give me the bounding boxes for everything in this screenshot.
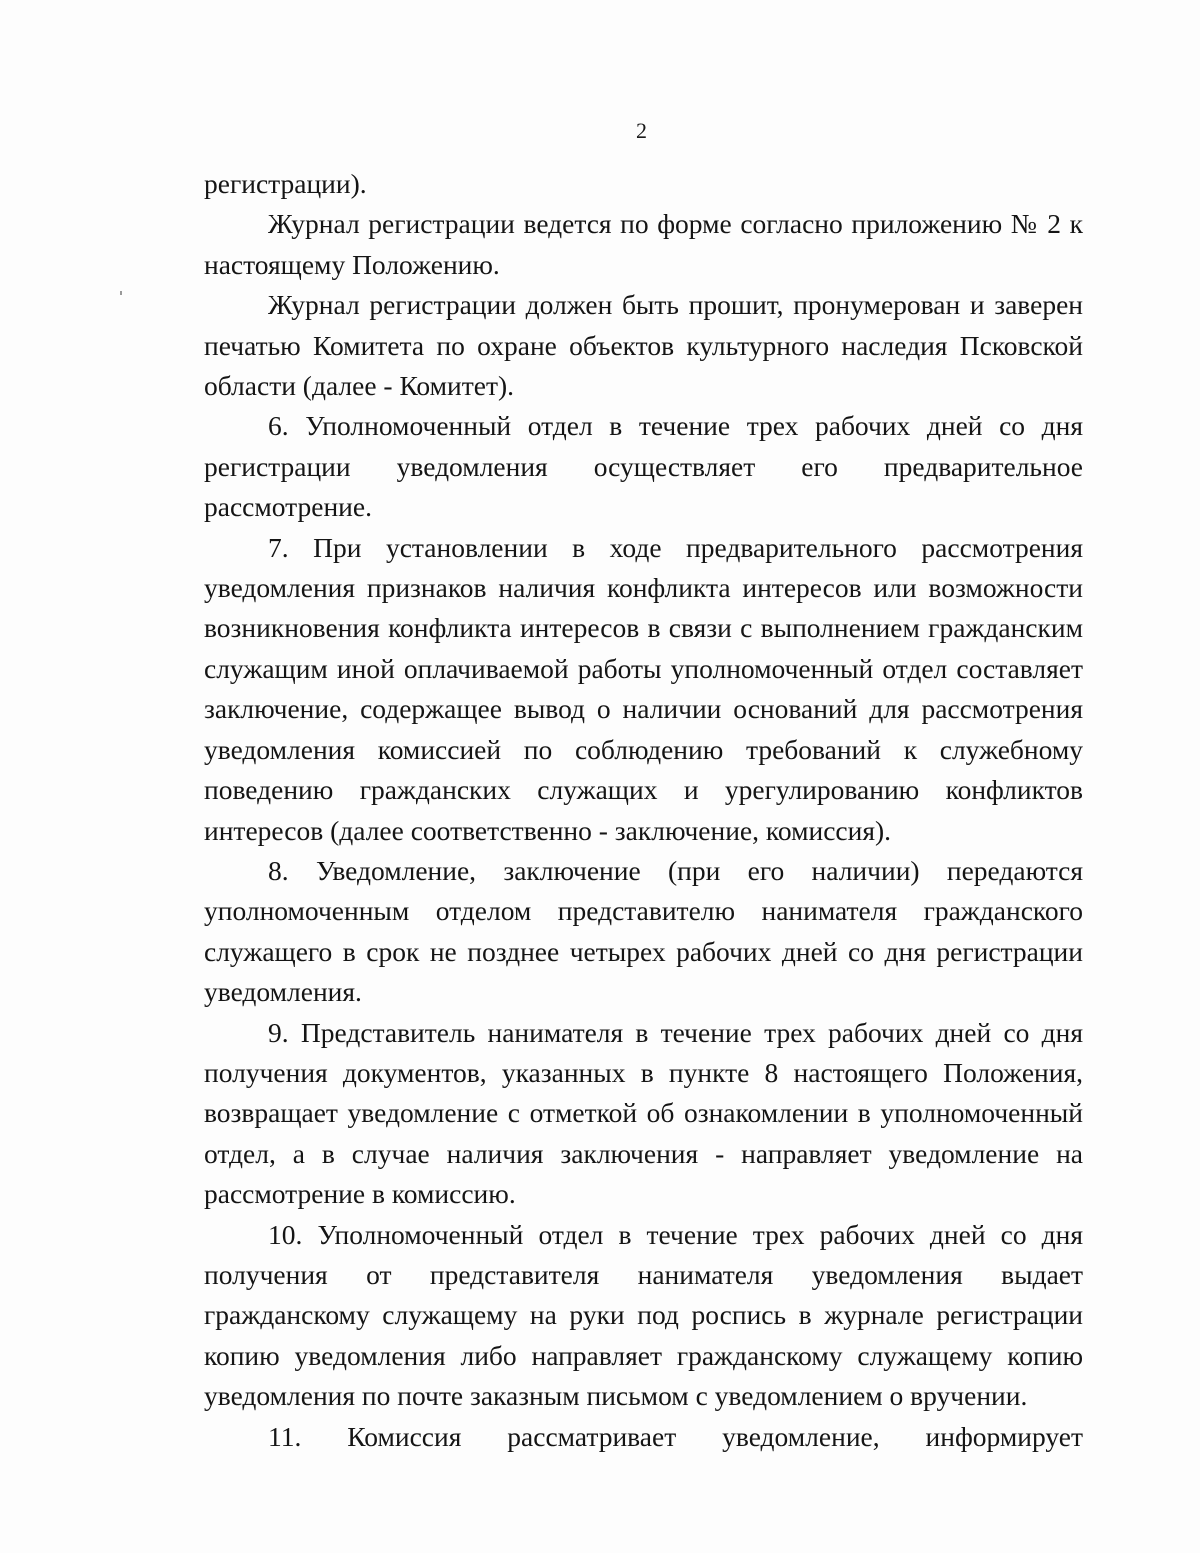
paragraph-continuation: регистрации). (204, 168, 367, 199)
paragraph-item-10: 10. Уполномоченный отдел в течение трех рабочих дней со дня получения от представителя нанимателя уведомления выдает гражданскому служащему на руки под роспись в журнале регистрации копию уведомления либо направляет гражданскому служащему копию уведомления по почте заказным письмом с уведомлением о вручении. (204, 1218, 1083, 1412)
scan-mark (120, 291, 122, 295)
paragraph-item-11: 11. Комиссия рассматривает уведомление, информирует (268, 1420, 1083, 1452)
document-body (204, 164, 1083, 1457)
paragraph-journal-form: Журнал регистрации ведется по форме согласно приложению № 2 к настоящему Положению. (204, 208, 1083, 280)
paragraph-item-9: 9. Представитель нанимателя в течение трех рабочих дней со дня получения документов, указанных в пункте 8 настоящего Положения, возвращает уведомление с отметкой об ознакомлении в уполномоченный отдел, а в случае наличия заключения - направляет уведомление на рассмотрение в комиссию. (204, 1016, 1083, 1210)
paragraph-journal-seal: Журнал регистрации должен быть прошит, пронумерован и заверен печатью Комитета по охране объектов культурного наследия Псковской области (далее - Комитет). (204, 289, 1083, 402)
paragraph-item-7: 7. При установлении в ходе предварительного рассмотрения уведомления признаков наличия конфликта интересов или возможности возникновения конфликта интересов в связи с выполнением гражданским служащим иной оплачиваемой работы уполномоченный отдел составляет заключение, содержащее вывод о наличии оснований для рассмотрения уведомления комиссией по соблюдению требований к служебному поведению гражданских служащих и урегулированию конфликтов интересов (далее соответственно - заключение, комиссия). (204, 531, 1083, 846)
paragraph-item-8: 8. Уведомление, заключение (при его наличии) передаются уполномоченным отделом представителю нанимателя гражданского служащего в срок не позднее четырех рабочих дней со дня регистрации уведомления. (204, 854, 1083, 1008)
paragraph-item-6: 6. Уполномоченный отдел в течение трех рабочих дней со дня регистрации уведомления осуществляет его предварительное рассмотрение. (204, 410, 1083, 523)
page-number: 2 (636, 118, 647, 143)
